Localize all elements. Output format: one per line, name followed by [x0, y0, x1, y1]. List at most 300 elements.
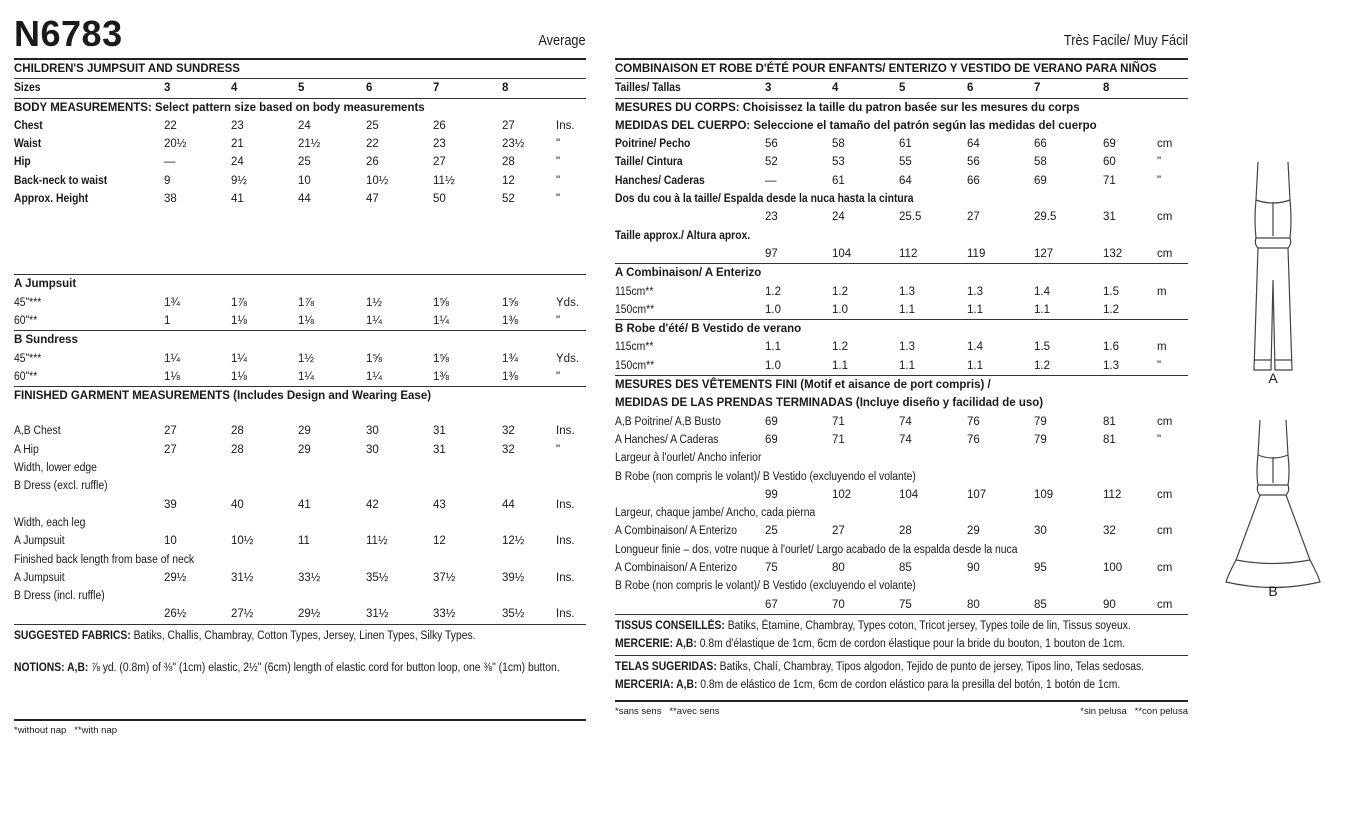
footnote-es: *sin pelusa **con pelusa	[1080, 705, 1188, 717]
cell-value: 22	[366, 138, 379, 151]
cell-value: 1.2	[1103, 303, 1119, 316]
cell-value: 1.3	[899, 285, 915, 298]
cell-value: 1⅜	[502, 370, 518, 383]
cell-value: 90	[967, 562, 980, 575]
cell-value: 1.2	[832, 341, 848, 354]
size-header: 8	[1103, 82, 1110, 95]
cell-value: 33½	[433, 608, 456, 621]
table-row	[14, 551, 586, 569]
cell-value: 102	[832, 488, 852, 501]
cell-value: 90	[1103, 598, 1116, 611]
cell-value: 112	[899, 247, 918, 260]
paragraph	[615, 656, 1182, 696]
cell-value: 76	[967, 415, 980, 428]
cell-value: 30	[366, 443, 379, 456]
row-label: Dos du cou à la taille/ Espalda desde la nuca hasta la cintura	[615, 193, 914, 206]
cell-value: 44	[502, 498, 515, 511]
cell-value: 1.0	[765, 303, 781, 316]
paragraph	[615, 615, 1182, 655]
cell-value: 64	[967, 138, 980, 151]
unit-cell: cm	[1157, 247, 1173, 260]
unit-cell: cm	[1157, 562, 1173, 575]
cell-value: 1.1	[832, 359, 848, 372]
cell-value: 1.3	[899, 341, 915, 354]
cell-value: 28	[899, 525, 912, 538]
cell-value: —	[164, 156, 176, 169]
table-row	[615, 577, 1188, 595]
section-heading: MESURES DU CORPS: Choisissez la taille du patron basée sur les mesures du corps	[615, 101, 1080, 114]
unit-cell: Yds.	[556, 296, 580, 309]
cell-value: 81	[1103, 415, 1116, 428]
row-label: A,B Poitrine/ A,B Busto	[615, 415, 721, 428]
table-row	[14, 514, 586, 532]
section-heading: B Robe d'été/ B Vestido de verano	[615, 323, 802, 336]
cell-value: 29	[967, 525, 980, 538]
sundress-sketch	[1218, 415, 1328, 590]
row-label: 45"***	[14, 296, 42, 309]
cell-value: 1.1	[1034, 303, 1050, 316]
pattern-number: N6783	[14, 13, 123, 54]
table-row	[14, 190, 586, 208]
cell-value: 29½	[164, 571, 187, 584]
table-row	[14, 496, 586, 514]
cell-value: 69	[1103, 138, 1116, 151]
cell-value: 1.4	[967, 341, 983, 354]
cell-value: 69	[765, 415, 778, 428]
telas-label: TELAS SUGERIDAS:	[615, 660, 717, 673]
table-row	[615, 208, 1188, 226]
cell-value: 80	[967, 598, 980, 611]
tissus-label: TISSUS CONSEILLÉS:	[615, 619, 725, 632]
table-row	[615, 559, 1188, 577]
cell-value: 1⅛	[231, 370, 247, 383]
cell-value: 107	[967, 488, 987, 501]
table-row	[615, 522, 1188, 540]
cell-value: 10	[164, 535, 177, 548]
row-label: B Robe (non compris le volant)/ B Vestido (excluyendo el volante)	[615, 470, 916, 483]
table-row	[615, 283, 1188, 301]
cell-value: 67	[765, 598, 778, 611]
cell-value: 132	[1103, 247, 1123, 260]
cell-value: 1¾	[164, 296, 180, 309]
unit-cell: m	[1157, 341, 1167, 354]
section-heading: MEDIDAS DE LAS PRENDAS TERMINADAS (Incluye diseño y facilidad de uso)	[615, 397, 1044, 410]
table-row	[14, 441, 586, 459]
cell-value: 39	[164, 498, 177, 511]
cell-value: 1.5	[1034, 341, 1050, 354]
sizes-label: Sizes	[14, 82, 41, 95]
table-row	[14, 294, 586, 312]
cell-value: 22	[164, 119, 177, 132]
unit-cell: cm	[1157, 138, 1173, 151]
cell-value: 29	[298, 443, 311, 456]
section-heading: MESURES DES VÊTEMENTS FINI (Motif et aisance de port compris) /	[615, 379, 991, 392]
cell-value: 56	[967, 156, 980, 169]
size-header: 7	[433, 82, 440, 95]
spacer	[14, 647, 586, 657]
cell-value: 29	[298, 425, 311, 438]
tissus-text: Batiks, Étamine, Chambray, Types coton, Tricot jersey, Types toile de lin, Tissus soyeux.	[724, 619, 1131, 632]
size-header: 3	[164, 82, 171, 95]
divider	[615, 700, 1188, 702]
cell-value: 27	[164, 443, 177, 456]
section-heading: B Sundress	[14, 334, 78, 347]
cell-value: 27	[502, 119, 515, 132]
row-label: 60"**	[14, 370, 38, 383]
cell-value: 1.5	[1103, 285, 1119, 298]
unit-cell: cm	[1157, 211, 1173, 224]
cell-value: 28	[231, 425, 244, 438]
table-row	[615, 338, 1188, 356]
fabrics-label: SUGGESTED FABRICS:	[14, 629, 131, 642]
english-chart	[14, 58, 586, 736]
section-heading: MEDIDAS DEL CUERPO: Seleccione el tamaño del patrón según las medidas del cuerpo	[615, 119, 1097, 132]
cell-value: 31½	[366, 608, 389, 621]
cell-value: 85	[899, 562, 912, 575]
cell-value: 9	[164, 174, 171, 187]
cell-value: 64	[899, 174, 912, 187]
unit-cell: cm	[1157, 415, 1173, 428]
unit-cell: "	[1157, 156, 1162, 169]
cell-value: 1⅞	[231, 296, 247, 309]
table-row	[615, 468, 1188, 486]
size-header: 5	[899, 82, 906, 95]
table-row	[615, 227, 1188, 245]
unit-cell: "	[1157, 174, 1162, 187]
paragraph	[14, 657, 580, 679]
row-label: Taille/ Cintura	[615, 156, 683, 169]
cell-value: 31½	[231, 571, 254, 584]
row-label: 60"**	[14, 314, 38, 327]
cell-value: 1¾	[502, 352, 518, 365]
table-row	[14, 605, 586, 623]
cell-value: 11½	[366, 535, 388, 548]
size-header: 8	[502, 82, 509, 95]
table-row	[14, 135, 586, 153]
unit-cell: "	[1157, 359, 1162, 372]
row-label: Longueur finie – dos, votre nuque à l'ourlet/ Largo acabado de la espalda desde la nuca	[615, 543, 1018, 556]
table-row	[615, 357, 1188, 375]
cell-value: 12	[502, 174, 515, 187]
unit-cell: "	[556, 443, 561, 456]
cell-value: 1.2	[1034, 359, 1050, 372]
cell-value: 9½	[231, 174, 247, 187]
cell-value: 1	[164, 314, 171, 327]
table-row	[615, 596, 1188, 614]
cell-value: 56	[765, 138, 778, 151]
cell-value: 1.2	[765, 285, 781, 298]
cell-value: 1⅞	[298, 296, 314, 309]
cell-value: 127	[1034, 247, 1054, 260]
cell-value: 31	[1103, 211, 1116, 224]
row-label: Hanches/ Caderas	[615, 174, 705, 187]
cell-value: 11	[298, 535, 310, 548]
mercerie-label: MERCERIE: A,B:	[615, 637, 697, 650]
cell-value: 75	[765, 562, 778, 575]
row-label: A Jumpsuit	[14, 535, 65, 548]
merceria-label: MERCERIA: A,B:	[615, 678, 698, 691]
fabrics-text: Batiks, Challis, Chambray, Cotton Types, Jersey, Linen Types, Silky Types.	[130, 629, 476, 642]
cell-value: 31	[433, 425, 446, 438]
cell-value: 1.1	[967, 359, 983, 372]
cell-value: 95	[1034, 562, 1047, 575]
unit-cell: Yds.	[556, 352, 580, 365]
cell-value: 58	[832, 138, 845, 151]
cell-value: 99	[765, 488, 778, 501]
row-label: A Jumpsuit	[14, 571, 65, 584]
cell-value: 52	[502, 193, 515, 206]
cell-value: 25.5	[899, 211, 922, 224]
cell-value: 75	[899, 598, 912, 611]
jumpsuit-sketch	[1218, 150, 1328, 385]
table-row	[14, 532, 586, 550]
row-label: A Hanches/ A Caderas	[615, 433, 719, 446]
size-header: 7	[1034, 82, 1041, 95]
cell-value: 50	[433, 193, 446, 206]
cell-value: 74	[899, 415, 912, 428]
table-row	[615, 153, 1188, 171]
cell-value: 21½	[298, 138, 321, 151]
table-row	[14, 368, 586, 386]
size-header: 6	[366, 82, 373, 95]
cell-value: 1⅝	[502, 296, 518, 309]
table-row	[615, 172, 1188, 190]
table-row	[615, 431, 1188, 449]
cell-value: 76	[967, 433, 980, 446]
cell-value: 35½	[366, 571, 389, 584]
cell-value: 42	[366, 498, 379, 511]
cell-value: 1.3	[1103, 359, 1119, 372]
unit-cell: "	[1157, 433, 1162, 446]
row-label: 115cm**	[615, 341, 654, 354]
unit-cell: Ins.	[556, 119, 575, 132]
merceria-text: 0.8m de elástico de 1cm, 6cm de cordon elástico para la presilla del botón, 1 botón de 1cm.	[697, 678, 1121, 691]
cell-value: —	[765, 174, 777, 187]
view-b-label: B	[1268, 583, 1278, 599]
row-label: 150cm**	[615, 303, 655, 316]
size-header: 3	[765, 82, 772, 95]
cell-value: 33½	[298, 571, 321, 584]
cell-value: 66	[967, 174, 980, 187]
cell-value: 1½	[366, 296, 382, 309]
unit-cell: m	[1157, 285, 1167, 298]
cell-value: 1⅜	[433, 370, 449, 383]
sizes-label: Tailles/ Tallas	[615, 82, 681, 95]
row-label: Finished back length from base of neck	[14, 553, 195, 566]
cell-value: 20½	[164, 138, 187, 151]
unit-cell: Ins.	[556, 535, 575, 548]
cell-value: 1⅛	[231, 314, 247, 327]
cell-value: 69	[1034, 174, 1047, 187]
cell-value: 44	[298, 193, 311, 206]
chart-title: COMBINAISON ET ROBE D'ÉTÉ POUR ENFANTS/ ENTERIZO Y VESTIDO DE VERANO PARA NIÑOS	[615, 63, 1157, 75]
cell-value: 32	[1103, 525, 1116, 538]
row-label: Largeur, chaque jambe/ Ancho, cada pierna	[615, 507, 816, 520]
notions-text: ⅞ yd. (0.8m) of ⅜" (1cm) elastic, 2½" (6cm) length of elastic cord for button loop, one ⅜" (1cm) button.	[88, 661, 560, 674]
unit-cell: cm	[1157, 525, 1173, 538]
cell-value: 52	[765, 156, 778, 169]
view-a-label: A	[1268, 370, 1278, 386]
cell-value: 27	[433, 156, 446, 169]
cell-value: 1.1	[899, 359, 915, 372]
cell-value: 32	[502, 443, 515, 456]
cell-value: 27	[164, 425, 177, 438]
table-row	[615, 190, 1188, 208]
row-label: 115cm**	[615, 285, 654, 298]
cell-value: 97	[765, 247, 778, 260]
cell-value: 1¼	[366, 370, 382, 383]
chart-title: CHILDREN'S JUMPSUIT AND SUNDRESS	[14, 63, 240, 75]
row-label: Width, lower edge	[14, 462, 97, 475]
table-row	[14, 350, 586, 368]
cell-value: 35½	[502, 608, 525, 621]
cell-value: 10½	[231, 535, 254, 548]
cell-value: 71	[832, 433, 845, 446]
cell-value: 1⅛	[298, 314, 314, 327]
row-label: 45"***	[14, 352, 42, 365]
table-row	[14, 422, 586, 440]
cell-value: 74	[899, 433, 912, 446]
cell-value: 41	[231, 193, 244, 206]
cell-value: 119	[967, 247, 986, 260]
table-row	[615, 301, 1188, 319]
size-header: 6	[967, 82, 974, 95]
cell-value: 1⅝	[366, 352, 382, 365]
cell-value: 60	[1103, 156, 1116, 169]
cell-value: 12½	[502, 535, 525, 548]
cell-value: 23	[231, 119, 244, 132]
telas-text: Batiks, Chalí, Chambray, Tipos algodon, Tejido de punto de jersey, Tipos lino, Telas sedosas.	[716, 660, 1145, 673]
cell-value: 10	[298, 174, 311, 187]
row-label: A Combinaison/ A Enterizo	[615, 562, 737, 575]
cell-value: 1.6	[1103, 341, 1119, 354]
footnote-fr: *sans sens **avec sens	[615, 705, 720, 717]
cell-value: 47	[366, 193, 379, 206]
cell-value: 24	[231, 156, 244, 169]
cell-value: 1.1	[899, 303, 915, 316]
cell-value: 31	[433, 443, 446, 456]
cell-value: 61	[832, 174, 845, 187]
cell-value: 1⅝	[433, 296, 449, 309]
cell-value: 10½	[366, 174, 389, 187]
cell-value: 109	[1034, 488, 1054, 501]
cell-value: 66	[1034, 138, 1047, 151]
cell-value: 23½	[502, 138, 525, 151]
unit-cell: "	[556, 193, 561, 206]
cell-value: 38	[164, 193, 177, 206]
row-label: Poitrine/ Pecho	[615, 138, 691, 151]
unit-cell: "	[556, 314, 561, 327]
cell-value: 1.2	[832, 285, 848, 298]
cell-value: 23	[765, 211, 778, 224]
row-label: Chest	[14, 119, 43, 132]
unit-cell: Ins.	[556, 498, 575, 511]
table-row	[14, 459, 586, 477]
row-label: B Dress (excl. ruffle)	[14, 480, 108, 493]
row-label: Back-neck to waist	[14, 174, 108, 187]
cell-value: 1.4	[1034, 285, 1050, 298]
french-spanish-chart	[615, 58, 1188, 720]
unit-cell: "	[556, 174, 561, 187]
unit-cell: Ins.	[556, 571, 575, 584]
cell-value: 70	[832, 598, 845, 611]
cell-value: 25	[298, 156, 311, 169]
size-header: 4	[231, 82, 238, 95]
cell-value: 12	[433, 535, 446, 548]
row-label: Taille approx./ Altura aprox.	[615, 229, 751, 242]
unit-cell: cm	[1157, 598, 1173, 611]
row-label: Largeur à l'ourlet/ Ancho inferior	[615, 452, 762, 465]
cell-value: 104	[832, 247, 852, 260]
cell-value: 1⅜	[502, 314, 518, 327]
unit-cell: "	[556, 156, 561, 169]
size-header: 4	[832, 82, 839, 95]
cell-value: 32	[502, 425, 515, 438]
cell-value: 21	[231, 138, 244, 151]
cell-value: 79	[1034, 433, 1047, 446]
unit-cell: "	[556, 138, 561, 151]
table-row	[14, 117, 586, 135]
cell-value: 25	[765, 525, 778, 538]
section-heading: FINISHED GARMENT MEASUREMENTS (Includes Design and Wearing Ease)	[14, 390, 432, 403]
cell-value: 1⅛	[164, 370, 180, 383]
row-label: Width, each leg	[14, 516, 86, 529]
cell-value: 55	[899, 156, 912, 169]
table-row	[14, 172, 586, 190]
cell-value: 26	[366, 156, 379, 169]
mercerie-text: 0.8m d'élastique de 1cm, 6cm de cordon élastique pour la bride du bouton, 1 bouton de 1cm.	[696, 637, 1126, 650]
cell-value: 1.0	[832, 303, 848, 316]
cell-value: 11½	[433, 174, 455, 187]
difficulty-level: Average	[538, 32, 586, 49]
cell-value: 1.1	[765, 341, 781, 354]
cell-value: 112	[1103, 488, 1122, 501]
size-header: 5	[298, 82, 305, 95]
cell-value: 71	[1103, 174, 1116, 187]
cell-value: 85	[1034, 598, 1047, 611]
unit-cell: "	[556, 370, 561, 383]
cell-value: 80	[832, 562, 845, 575]
cell-value: 29.5	[1034, 211, 1057, 224]
cell-value: 100	[1103, 562, 1123, 575]
cell-value: 1½	[298, 352, 314, 365]
cell-value: 27	[967, 211, 980, 224]
cell-value: 79	[1034, 415, 1047, 428]
cell-value: 1⅝	[433, 352, 449, 365]
cell-value: 23	[433, 138, 446, 151]
divider	[14, 719, 586, 721]
section-heading: A Jumpsuit	[14, 278, 77, 291]
cell-value: 26	[433, 119, 446, 132]
footnote-row	[615, 706, 1188, 720]
cell-value: 24	[298, 119, 311, 132]
table-row	[615, 504, 1188, 522]
table-row	[615, 449, 1188, 467]
table-row	[615, 245, 1188, 263]
cell-value: 1.0	[765, 359, 781, 372]
sizes-row	[615, 79, 1188, 97]
row-label: A Hip	[14, 443, 39, 456]
spacer	[14, 208, 586, 274]
cell-value: 30	[366, 425, 379, 438]
row-label: A,B Chest	[14, 425, 61, 438]
cell-value: 104	[899, 488, 919, 501]
cell-value: 27	[832, 525, 845, 538]
cell-value: 1¼	[366, 314, 382, 327]
cell-value: 27½	[231, 608, 254, 621]
cell-value: 26½	[164, 608, 187, 621]
table-row	[615, 413, 1188, 431]
